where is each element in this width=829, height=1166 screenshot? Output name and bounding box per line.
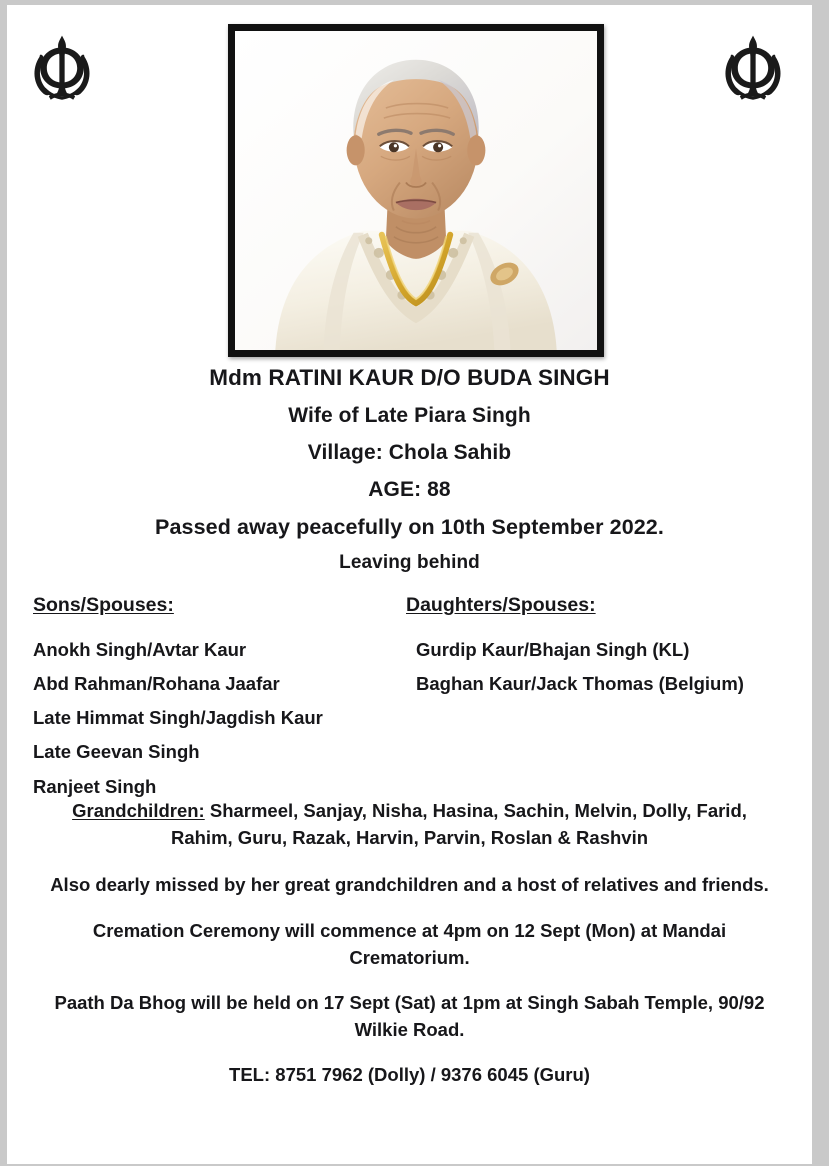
contact-telephone: TEL: 8751 7962 (Dolly) / 9376 6045 (Guru) (229, 1063, 590, 1085)
list-item: Anokh Singh/Avtar Kaur (33, 639, 247, 660)
deceased-portrait (235, 31, 597, 350)
daughters-list (406, 638, 744, 695)
grandchildren-names: Sharmeel, Sanjay, Nisha, Hasina, Sachin, Melvin, Dolly, Farid, Rahim, Guru, Razak, Harvin, Parvin, Roslan & Rashvin (170, 800, 747, 848)
grandchildren-label: Grandchildren: (72, 800, 205, 821)
age-line: AGE: 88 (368, 478, 451, 501)
list-item: Ranjeet Singh (33, 775, 157, 797)
obituary-content (7, 365, 812, 1089)
sons-column (33, 594, 323, 809)
list-item: Baghan Kaur/Jack Thomas (Belgium) (416, 673, 744, 695)
village-line: Village: Chola Sahib (307, 441, 512, 464)
cremation-note: Cremation Ceremony will commence at 4pm on 12 Sept (Mon) at Mandai Crematorium. (92, 920, 727, 969)
list-item: Abd Rahman/Rohana Jaafar (33, 673, 280, 695)
sons-heading: Sons/Spouses: (33, 594, 174, 616)
obituary-sheet (7, 5, 812, 1164)
list-item: Gurdip Kaur/Bhajan Singh (KL) (416, 639, 690, 660)
paath-da-bhog-note: Paath Da Bhog will be held on 17 Sept (Sat) at 1pm at Singh Sabah Temple, 90/92 Wilkie Road. (54, 992, 765, 1040)
sons-list (33, 638, 323, 798)
list-item: Late Geevan Singh (33, 741, 200, 763)
daughters-heading: Daughters/Spouses: (406, 594, 596, 616)
daughters-column (406, 594, 744, 706)
khanda-icon (720, 33, 786, 107)
portrait-frame (228, 24, 604, 357)
list-item: Late Himmat Singh/Jagdish Kaur (33, 707, 323, 729)
passed-away-line: Passed away peacefully on 10th September 2022. (155, 515, 664, 539)
spouse-line: Wife of Late Piara Singh (288, 404, 531, 427)
leaving-behind-label: Leaving behind (339, 552, 480, 573)
khanda-icon (29, 33, 95, 107)
deceased-name: Mdm RATINI KAUR D/O BUDA SINGH (209, 365, 610, 390)
family-lists (21, 594, 798, 797)
also-missed-note: Also dearly missed by her great grandchildren and a host of relatives and friends. (50, 873, 769, 895)
